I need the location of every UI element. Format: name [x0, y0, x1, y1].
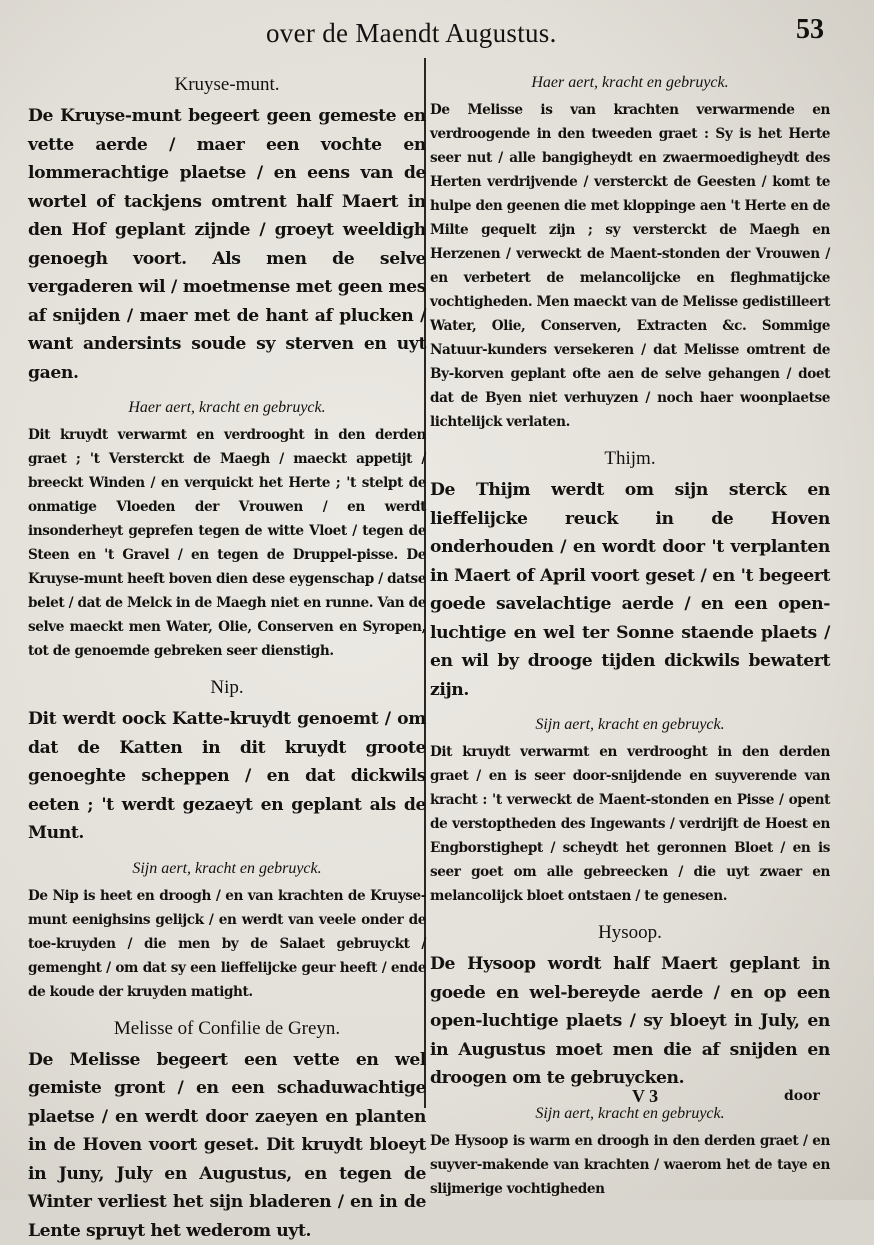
- running-title: over de Maendt Augustus.: [266, 18, 557, 49]
- running-head: [0, 8, 874, 52]
- section-title-nip: Nip.: [28, 677, 426, 699]
- section-title-kruysemunt: Kruyse-munt.: [28, 74, 426, 96]
- nip-properties-text: De Nip is heet en droogh / en van krachten de Kruyse-munt eenighsins gelijck / en werdt van veele onder de toe-kruyden / die men by de Salaet gebruyckt / gemenght / om dat sy een lieffelijcke geur heeft / ende de koude der kruyden matight.: [28, 884, 426, 1004]
- hysoop-properties-text: De Hysoop is warm en droogh in den derden graet / en suyver-makende van krachten / waerom het de taye en slijmerige vochtigheden: [430, 1129, 830, 1201]
- left-column: [28, 60, 426, 1245]
- catchword: door: [784, 1088, 820, 1104]
- nip-subhead: Sijn aert, kracht en gebruyck.: [28, 860, 426, 878]
- section-title-melisse: Melisse of Confilie de Greyn.: [28, 1018, 426, 1040]
- kruysemunt-subhead: Haer aert, kracht en gebruyck.: [28, 399, 426, 417]
- thijm-subhead: Sijn aert, kracht en gebruyck.: [430, 716, 830, 734]
- section-title-thijm: Thijm.: [430, 448, 830, 470]
- hysoop-text: De Hysoop wordt half Maert geplant in goede en wel-bereyde aerde / en op een open-luchtige plaets / sy bloeyt in July, en in Augustus moet men die af snijden en droogen om te gebruycken.: [430, 950, 830, 1093]
- thijm-text: De Thijm werdt om sijn sterck en lieffelijcke reuck in de Hoven onderhouden / en wordt door 't verplanten in Maert of April voort geset / en 't begeert goede savelachtige aerde / en een open-luchtige en wel ter Sonne staende plaets / en wil by drooge tijden dickwils bewatert zijn.: [430, 476, 830, 704]
- nip-text: Dit werdt oock Katte-kruydt genoemt / om dat de Katten in dit kruydt groote genoeghte scheppen / en dat dickwils eeten ; 't werdt gezaeyt en geplant als de Munt.: [28, 705, 426, 848]
- thijm-properties-text: Dit kruydt verwarmt en verdrooght in den derden graet / en is seer door-snijdende en suyverende van kracht : 't verweckt de Maent-stonden en Pisse / opent de verstoptheden des Ingewants / verdrijft de Hoest en Engborstighept / scheydt het geronnen Bloet / en is seer goet om alle gebreecken / die uyt zwaer en melancolijck bloet ontstaen / te genesen.: [430, 740, 830, 908]
- page-footer: [0, 1086, 874, 1116]
- hysoop-subhead: Sijn aert, kracht en gebruyck.: [430, 1105, 830, 1123]
- kruysemunt-properties-text: Dit kruydt verwarmt en verdrooght in den derden graet ; 't Versterckt de Maegh / maeckt appetijt / breeckt Winden / en verquickt het Herte ; 't stelpt de onmatige Vloeden der Vrouwen / en werdt insonderheyt geprefen tegen de witte Vloet / tegen de Steen en 't Gravel / en tegen de Druppel-pisse. De Kruyse-munt heeft boven dien dese eygenschap / datse belet / dat de Melck in de Maegh niet en runne. Van de selve maeckt men Water, Olie, Conserven en Syropen, tot de genoemde gebreken seer dienstigh.: [28, 423, 426, 663]
- signature-mark: V 3: [632, 1086, 658, 1107]
- section-title-hysoop: Hysoop.: [430, 922, 830, 944]
- kruysemunt-text: De Kruyse-munt begeert geen gemeste en vette aerde / maer een vochte en lommerachtige plaetse / en eens van de wortel of tackjens omtrent half Maert in den Hof geplant zijnde / groeyt weeldigh genoegh voort. Als men de selve vergaderen wil / moetmense met geen mes af snijden / maer met de hant af plucken / want andersints soude sy sterven en uyt gaen.: [28, 102, 426, 387]
- melisse-properties-text: De Melisse is van krachten verwarmende en verdroogende in den tweeden graet : Sy is het Herte seer nut / alle bangigheydt en zwaermoedigheydt des Herten verdrijvende / versterckt de Geesten / komt te hulpe den geenen die met kloppinge aen 't Herte en de Milte gequelt zijn ; sy versterckt de Maegh en Herzenen / verweckt de Maent-stonden der Vrouwen / en verbetert de melancolijcke en fleghmatijcke vochtigheden. Men maeckt van de Melisse gedistilleert Water, Olie, Conserven, Extracten &c. Sommige Natuur-kunders versekeren / dat Melisse omtrent de By-korven geplant ofte aen de selve gehangen / doet dat de Byen niet verhuyzen / noch haer woonplaetse lichtelijck verlaten.: [430, 98, 830, 434]
- melisse-text: De Melisse begeert een vette en wel gemiste gront / en een schaduwachtige plaetse / en werdt door zaeyen en planten in de Hoven voort geset. Dit kruydt bloeyt in Juny, July en Augustus, en tegen de Winter verliest het sijn bladeren / en in de Lente spruyt het wederom uyt.: [28, 1046, 426, 1245]
- page-number: 53: [796, 14, 824, 46]
- melisse-subhead: Haer aert, kracht en gebruyck.: [430, 74, 830, 92]
- right-column: [430, 60, 830, 1201]
